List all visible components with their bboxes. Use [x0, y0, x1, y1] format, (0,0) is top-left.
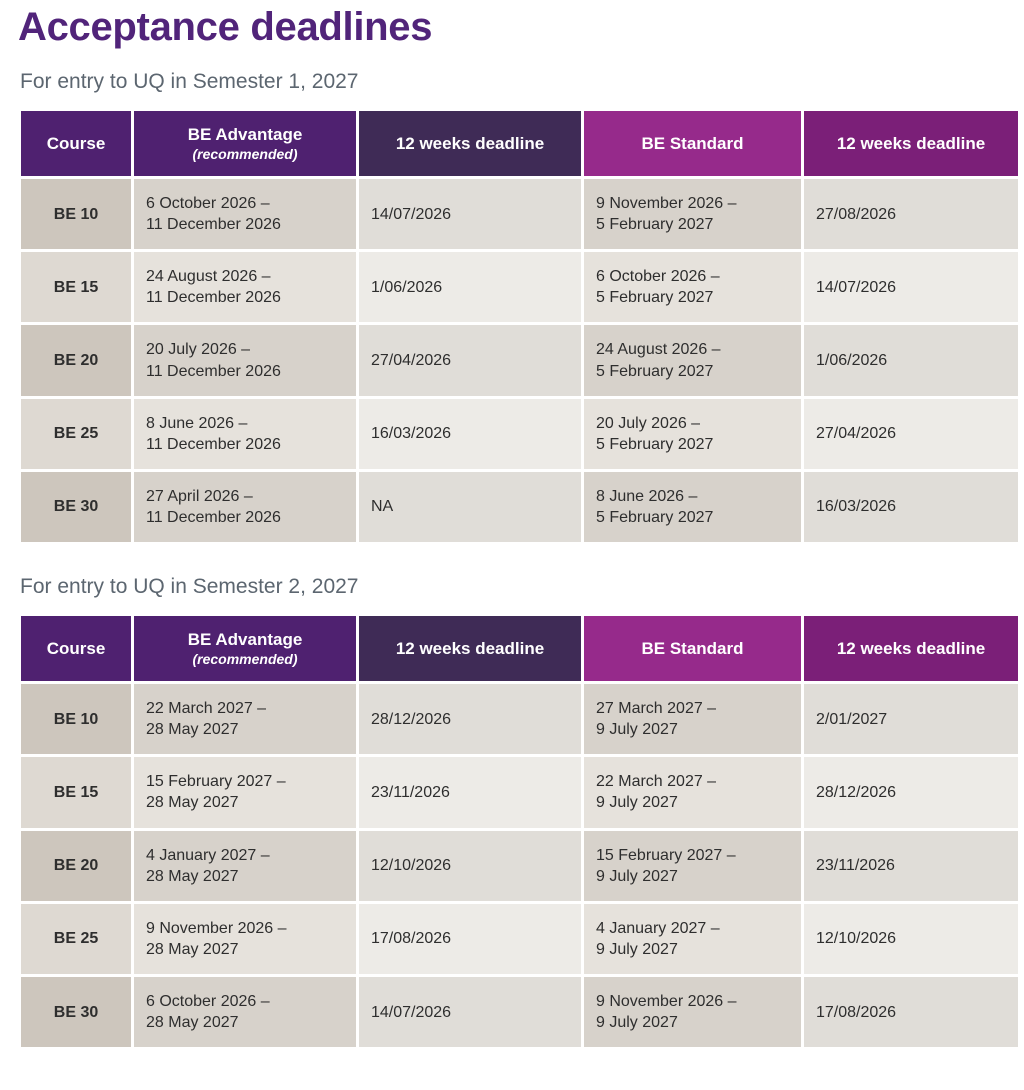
- standard-start: 9 November 2026 –: [596, 992, 737, 1010]
- deadlines-page: [0, 6, 1024, 1090]
- column-header-standard-deadline: 12 weeks deadline: [804, 111, 1018, 176]
- deadlines-table-semester-2: [18, 613, 1021, 1050]
- column-header-advantage-deadline: 12 weeks deadline: [359, 616, 581, 681]
- table-row: [21, 179, 1018, 249]
- cell-advantage-dates: [134, 179, 356, 249]
- advantage-start: 6 October 2026 –: [146, 195, 270, 212]
- advantage-end: 11 December 2026: [146, 362, 281, 380]
- cell-standard-deadline: 23/11/2026: [804, 831, 1018, 901]
- advantage-end: 11 December 2026: [146, 216, 281, 234]
- column-header-be-advantage: [134, 111, 356, 176]
- column-header-be-standard: BE Standard: [584, 616, 801, 681]
- advantage-end: 11 December 2026: [146, 508, 281, 526]
- advantage-end: 28 May 2027: [146, 721, 239, 739]
- cell-advantage-deadline: 14/07/2026: [359, 977, 581, 1047]
- advantage-end: 28 May 2027: [146, 867, 239, 885]
- column-header-be-advantage-sublabel: (recommended): [192, 651, 298, 668]
- cell-course: BE 20: [21, 831, 131, 901]
- advantage-end: 28 May 2027: [146, 940, 239, 958]
- cell-standard-dates: [584, 684, 801, 754]
- section-caption: For entry to UQ in Semester 1, 2027: [20, 70, 359, 93]
- cell-advantage-dates: [134, 904, 356, 974]
- table-row: [21, 399, 1018, 469]
- column-header-be-advantage: [134, 616, 356, 681]
- cell-standard-deadline: 17/08/2026: [804, 977, 1018, 1047]
- advantage-start: 4 January 2027 –: [146, 846, 270, 864]
- column-header-advantage-deadline: 12 weeks deadline: [359, 111, 581, 176]
- cell-advantage-deadline: 14/07/2026: [359, 179, 581, 249]
- standard-start: 20 July 2026 –: [596, 414, 701, 432]
- cell-advantage-dates: [134, 757, 356, 827]
- table-row: [21, 472, 1018, 542]
- cell-advantage-deadline: 16/03/2026: [359, 399, 581, 469]
- table-header-row: [21, 111, 1018, 176]
- cell-course: BE 20: [21, 325, 131, 395]
- cell-advantage-deadline: NA: [359, 472, 581, 542]
- cell-standard-deadline: 1/06/2026: [804, 325, 1018, 395]
- cell-standard-deadline: 27/08/2026: [804, 179, 1018, 249]
- cell-standard-dates: [584, 472, 801, 542]
- cell-advantage-deadline: 17/08/2026: [359, 904, 581, 974]
- cell-standard-deadline: 2/01/2027: [804, 684, 1018, 754]
- cell-course: BE 10: [21, 684, 131, 754]
- standard-start: 9 November 2026 –: [596, 195, 737, 212]
- cell-course: BE 25: [21, 904, 131, 974]
- standard-start: 15 February 2027 –: [596, 846, 736, 864]
- table-row: [21, 977, 1018, 1047]
- standard-start: 27 March 2027 –: [596, 700, 717, 718]
- cell-advantage-dates: [134, 252, 356, 322]
- column-header-be-standard: BE Standard: [584, 111, 801, 176]
- standard-end: 5 February 2027: [596, 289, 714, 307]
- advantage-start: 22 March 2027 –: [146, 700, 267, 718]
- cell-course: BE 30: [21, 977, 131, 1047]
- deadlines-table-semester-1: [18, 108, 1021, 545]
- cell-course: BE 30: [21, 472, 131, 542]
- standard-end: 5 February 2027: [596, 216, 714, 234]
- cell-standard-dates: [584, 179, 801, 249]
- cell-standard-dates: [584, 399, 801, 469]
- table-row: [21, 252, 1018, 322]
- cell-standard-deadline: 14/07/2026: [804, 252, 1018, 322]
- cell-standard-dates: [584, 977, 801, 1047]
- standard-end: 5 February 2027: [596, 435, 714, 453]
- cell-advantage-deadline: 23/11/2026: [359, 757, 581, 827]
- standard-end: 9 July 2027: [596, 940, 678, 958]
- column-header-be-advantage-sublabel: (recommended): [192, 146, 298, 162]
- cell-course: BE 10: [21, 179, 131, 249]
- section-semester-2: [18, 575, 1006, 1050]
- standard-start: 6 October 2026 –: [596, 268, 720, 286]
- cell-advantage-deadline: 12/10/2026: [359, 831, 581, 901]
- cell-course: BE 25: [21, 399, 131, 469]
- standard-end: 9 July 2027: [596, 1014, 678, 1032]
- advantage-start: 6 October 2026 –: [146, 992, 270, 1010]
- standard-end: 9 July 2027: [596, 867, 678, 885]
- cell-advantage-deadline: 1/06/2026: [359, 252, 581, 322]
- advantage-end: 11 December 2026: [146, 435, 281, 453]
- table-row: [21, 684, 1018, 754]
- cell-advantage-dates: [134, 831, 356, 901]
- advantage-start: 27 April 2026 –: [146, 487, 253, 505]
- cell-advantage-dates: [134, 325, 356, 395]
- cell-advantage-dates: [134, 977, 356, 1047]
- advantage-end: 11 December 2026: [146, 289, 281, 307]
- cell-standard-dates: [584, 904, 801, 974]
- cell-standard-dates: [584, 831, 801, 901]
- standard-end: 5 February 2027: [596, 508, 714, 526]
- cell-standard-deadline: 27/04/2026: [804, 399, 1018, 469]
- advantage-start: 15 February 2027 –: [146, 773, 286, 791]
- column-header-be-advantage-label: BE Advantage: [187, 125, 303, 144]
- table-row: [21, 831, 1018, 901]
- table-row: [21, 757, 1018, 827]
- cell-standard-deadline: 28/12/2026: [804, 757, 1018, 827]
- cell-standard-dates: [584, 252, 801, 322]
- cell-advantage-dates: [134, 684, 356, 754]
- standard-end: 9 July 2027: [596, 721, 678, 739]
- cell-advantage-dates: [134, 399, 356, 469]
- standard-start: 22 March 2027 –: [596, 773, 717, 791]
- table-header-row: [21, 616, 1018, 681]
- advantage-start: 24 August 2026 –: [146, 268, 271, 286]
- cell-standard-deadline: 16/03/2026: [804, 472, 1018, 542]
- column-header-course: Course: [21, 616, 131, 681]
- column-header-be-advantage-label: BE Advantage: [187, 630, 303, 650]
- cell-advantage-deadline: 27/04/2026: [359, 325, 581, 395]
- standard-start: 8 June 2026 –: [596, 487, 698, 505]
- table-row: [21, 325, 1018, 395]
- cell-course: BE 15: [21, 252, 131, 322]
- advantage-start: 9 November 2026 –: [146, 919, 287, 937]
- cell-standard-dates: [584, 757, 801, 827]
- standard-end: 9 July 2027: [596, 794, 678, 812]
- advantage-start: 8 June 2026 –: [146, 414, 248, 432]
- cell-advantage-deadline: 28/12/2026: [359, 684, 581, 754]
- cell-advantage-dates: [134, 472, 356, 542]
- table-row: [21, 904, 1018, 974]
- cell-standard-dates: [584, 325, 801, 395]
- standard-end: 5 February 2027: [596, 362, 714, 380]
- section-semester-1: [18, 70, 1006, 545]
- section-caption: For entry to UQ in Semester 2, 2027: [20, 575, 359, 599]
- standard-start: 24 August 2026 –: [596, 341, 721, 359]
- advantage-end: 28 May 2027: [146, 794, 239, 812]
- page-title: Acceptance deadlines: [18, 5, 433, 49]
- advantage-start: 20 July 2026 –: [146, 341, 251, 359]
- cell-course: BE 15: [21, 757, 131, 827]
- advantage-end: 28 May 2027: [146, 1014, 239, 1032]
- column-header-course: Course: [21, 111, 131, 176]
- cell-standard-deadline: 12/10/2026: [804, 904, 1018, 974]
- standard-start: 4 January 2027 –: [596, 919, 720, 937]
- column-header-standard-deadline: 12 weeks deadline: [804, 616, 1018, 681]
